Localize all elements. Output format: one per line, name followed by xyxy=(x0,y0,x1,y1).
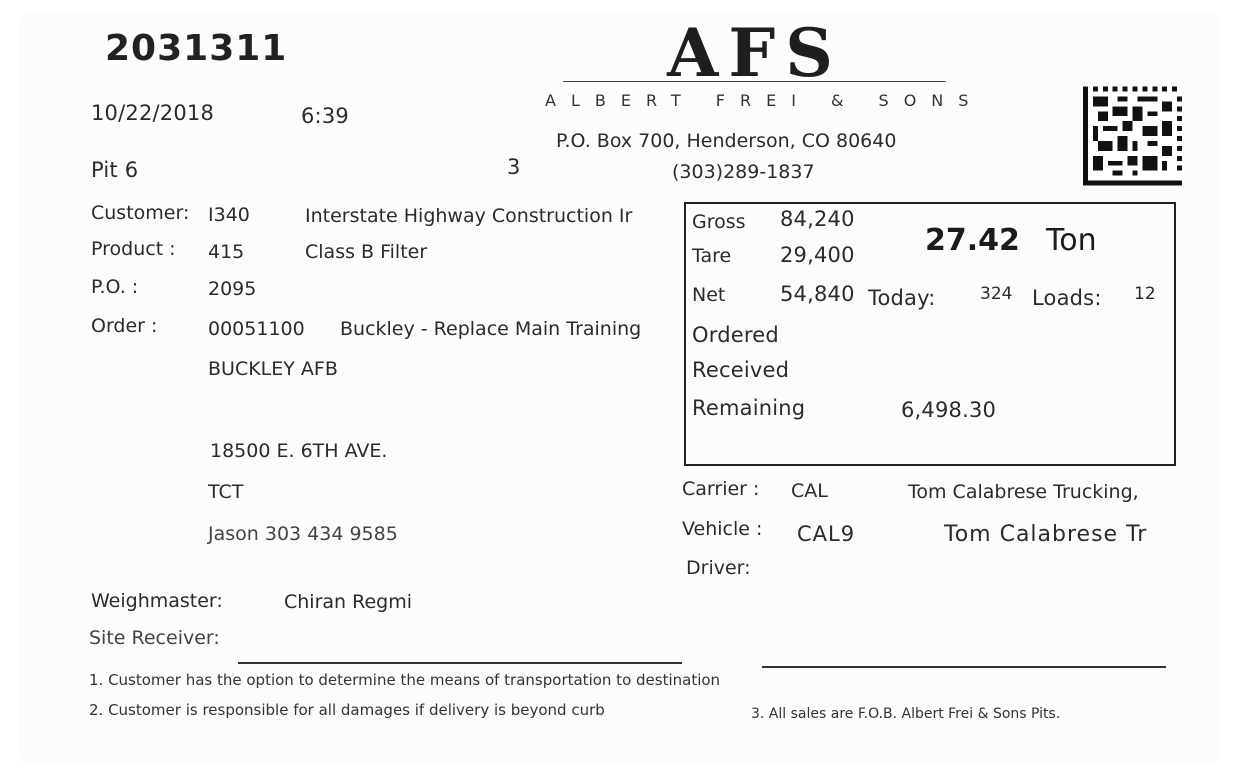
delivery-contact: Jason 303 434 9585 xyxy=(208,523,398,545)
vehicle-code: CAL9 xyxy=(797,522,856,546)
logo-text: AFS xyxy=(667,24,843,84)
driver-label: Driver: xyxy=(686,557,751,579)
gross-label: Gross xyxy=(692,211,746,233)
weighmaster-name: Chiran Regmi xyxy=(284,591,413,613)
order-label: Order : xyxy=(91,315,158,337)
term-2: 2. Customer is responsible for all damages if delivery is beyond curb xyxy=(89,701,605,719)
remaining-value: 6,498.30 xyxy=(901,398,997,422)
product-code: 415 xyxy=(208,241,245,263)
pit-label: Pit 6 xyxy=(91,158,139,182)
tare-label: Tare xyxy=(692,245,732,267)
ordered-label: Ordered xyxy=(692,323,779,347)
scale-number: 3 xyxy=(507,155,521,179)
site-receiver-signature-line[interactable] xyxy=(238,662,682,664)
carrier-code: CAL xyxy=(791,480,828,502)
term-1: 1. Customer has the option to determine the means of transportation to destination xyxy=(89,671,721,689)
driver-signature-line[interactable] xyxy=(762,666,1166,668)
ticket-date: 10/22/2018 xyxy=(91,101,215,125)
tare-value: 29,400 xyxy=(780,243,855,267)
company-address: P.O. Box 700, Henderson, CO 80640 xyxy=(556,130,897,152)
net-label: Net xyxy=(692,284,726,306)
customer-label: Customer: xyxy=(91,202,190,224)
po-value: 2095 xyxy=(208,278,257,300)
today-label: Today: xyxy=(868,286,936,310)
vehicle-name: Tom Calabrese Tr xyxy=(944,522,1148,547)
afs-logo xyxy=(590,24,920,84)
delivery-site: BUCKLEY AFB xyxy=(208,358,338,380)
order-description: Buckley - Replace Main Training xyxy=(340,318,642,340)
weighmaster-label: Weighmaster: xyxy=(91,590,223,612)
site-receiver-label: Site Receiver: xyxy=(89,627,220,649)
term-3: 3. All sales are F.O.B. Albert Frei & Sons Pits. xyxy=(751,706,1061,722)
company-name: ALBERT FREI & SONS xyxy=(545,91,984,110)
product-label: Product : xyxy=(91,238,176,260)
ticket-time: 6:39 xyxy=(301,104,349,128)
net-tons: 27.42 xyxy=(925,223,1020,258)
loads-value: 12 xyxy=(1134,284,1156,304)
carrier-label: Carrier : xyxy=(682,478,760,500)
company-phone: (303)289-1837 xyxy=(672,161,815,183)
po-label: P.O. : xyxy=(91,276,139,298)
delivery-street: 18500 E. 6TH AVE. xyxy=(210,440,388,462)
order-number: 00051100 xyxy=(208,318,305,340)
gross-value: 84,240 xyxy=(780,207,855,231)
carrier-name: Tom Calabrese Trucking, xyxy=(908,481,1139,503)
logo-rule xyxy=(563,81,946,82)
customer-name: Interstate Highway Construction Ir xyxy=(305,205,633,227)
remaining-label: Remaining xyxy=(692,396,806,420)
tons-unit: Ton xyxy=(1046,223,1097,258)
loads-label: Loads: xyxy=(1032,286,1102,310)
delivery-code: TCT xyxy=(208,481,244,503)
ticket-number: 2031311 xyxy=(105,28,288,69)
received-label: Received xyxy=(692,358,790,382)
product-name: Class B Filter xyxy=(305,241,428,263)
today-value: 324 xyxy=(980,284,1013,304)
customer-code: I340 xyxy=(208,204,250,226)
datamatrix-code-icon xyxy=(1083,85,1182,187)
vehicle-label: Vehicle : xyxy=(682,518,763,540)
net-value: 54,840 xyxy=(780,282,855,306)
